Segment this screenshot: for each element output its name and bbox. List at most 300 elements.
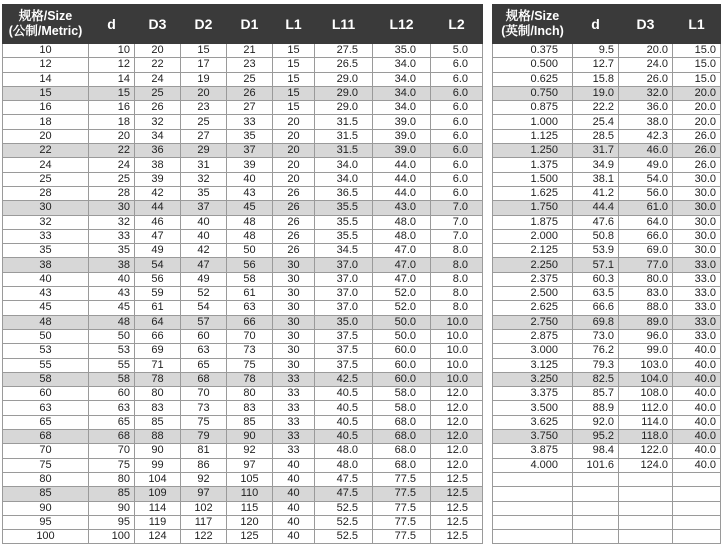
table-cell: 29.0 xyxy=(315,101,373,115)
table-cell: 20.0 xyxy=(673,86,721,100)
empty-row xyxy=(493,501,721,515)
table-cell: 25.4 xyxy=(573,115,619,129)
table-cell: 52.0 xyxy=(373,301,431,315)
table-cell: 22.2 xyxy=(573,101,619,115)
table-cell: 30 xyxy=(273,358,315,372)
table-cell: 30.0 xyxy=(673,172,721,186)
table-cell: 40 xyxy=(89,272,135,286)
table-cell: 38.0 xyxy=(619,115,673,129)
metric-size-header-line2: (公制/Metric) xyxy=(8,24,83,38)
table-cell: 68.0 xyxy=(373,430,431,444)
empty-cell xyxy=(673,501,721,515)
table-cell: 53 xyxy=(3,344,89,358)
table-cell: 12 xyxy=(3,58,89,72)
table-cell: 1.750 xyxy=(493,201,573,215)
empty-cell xyxy=(493,530,573,544)
table-cell: 33 xyxy=(273,387,315,401)
table-cell: 8.0 xyxy=(431,287,483,301)
metric-header-d1: D1 xyxy=(227,5,273,44)
table-cell: 20 xyxy=(135,44,181,58)
table-cell: 30.0 xyxy=(673,215,721,229)
table-cell: 85 xyxy=(89,487,135,501)
table-cell: 26.0 xyxy=(619,72,673,86)
table-cell: 40 xyxy=(181,229,227,243)
table-cell: 110 xyxy=(227,487,273,501)
table-cell: 40.0 xyxy=(673,387,721,401)
table-cell: 10.0 xyxy=(431,329,483,343)
table-row xyxy=(3,401,483,415)
table-cell: 15 xyxy=(273,58,315,72)
table-cell: 85 xyxy=(227,415,273,429)
table-cell: 6.0 xyxy=(431,86,483,100)
table-cell: 23 xyxy=(227,58,273,72)
table-cell: 26.0 xyxy=(673,158,721,172)
table-cell: 14 xyxy=(3,72,89,86)
table-row xyxy=(493,287,721,301)
table-row xyxy=(493,387,721,401)
table-cell: 50.0 xyxy=(373,329,431,343)
table-row xyxy=(493,86,721,100)
table-cell: 36.5 xyxy=(315,186,373,200)
table-row xyxy=(3,215,483,229)
table-cell: 58 xyxy=(227,272,273,286)
table-cell: 12.5 xyxy=(431,472,483,486)
table-cell: 60.0 xyxy=(373,372,431,386)
table-cell: 35 xyxy=(89,244,135,258)
table-cell: 30 xyxy=(273,329,315,343)
table-cell: 25 xyxy=(135,86,181,100)
table-cell: 40 xyxy=(273,472,315,486)
table-cell: 30 xyxy=(273,315,315,329)
table-cell: 122.0 xyxy=(619,444,673,458)
table-cell: 42 xyxy=(135,186,181,200)
table-cell: 117 xyxy=(181,515,227,529)
table-cell: 45 xyxy=(227,201,273,215)
table-row xyxy=(493,101,721,115)
table-cell: 50 xyxy=(227,244,273,258)
table-cell: 6.0 xyxy=(431,144,483,158)
table-row xyxy=(3,501,483,515)
table-cell: 103.0 xyxy=(619,358,673,372)
empty-row xyxy=(493,472,721,486)
table-cell: 16 xyxy=(3,101,89,115)
table-cell: 80 xyxy=(135,387,181,401)
table-cell: 33 xyxy=(89,229,135,243)
table-cell: 44.0 xyxy=(373,172,431,186)
table-row xyxy=(493,329,721,343)
table-cell: 15 xyxy=(89,86,135,100)
table-cell: 8.0 xyxy=(431,258,483,272)
table-cell: 20.0 xyxy=(673,101,721,115)
table-cell: 8.0 xyxy=(431,272,483,286)
table-row xyxy=(493,115,721,129)
table-row xyxy=(3,472,483,486)
table-cell: 98.4 xyxy=(573,444,619,458)
metric-size-table xyxy=(2,4,483,544)
table-row xyxy=(493,72,721,86)
table-row xyxy=(3,458,483,472)
table-cell: 20.0 xyxy=(619,44,673,58)
table-cell: 31.5 xyxy=(315,129,373,143)
table-cell: 1.125 xyxy=(493,129,573,143)
table-cell: 0.750 xyxy=(493,86,573,100)
table-row xyxy=(3,358,483,372)
table-cell: 0.375 xyxy=(493,44,573,58)
table-row xyxy=(493,358,721,372)
table-cell: 70 xyxy=(89,444,135,458)
table-cell: 34.0 xyxy=(373,86,431,100)
table-cell: 58 xyxy=(3,372,89,386)
table-row xyxy=(493,144,721,158)
table-cell: 56.0 xyxy=(619,186,673,200)
empty-cell xyxy=(573,530,619,544)
table-cell: 83 xyxy=(227,401,273,415)
table-cell: 35.5 xyxy=(315,215,373,229)
metric-header-l2: L2 xyxy=(431,5,483,44)
empty-cell xyxy=(493,501,573,515)
table-cell: 21 xyxy=(227,44,273,58)
table-cell: 7.0 xyxy=(431,201,483,215)
metric-header-l1: L1 xyxy=(273,5,315,44)
table-cell: 43 xyxy=(3,287,89,301)
table-cell: 30 xyxy=(273,287,315,301)
table-cell: 22 xyxy=(89,144,135,158)
table-cell: 12.5 xyxy=(431,487,483,501)
table-cell: 75 xyxy=(89,458,135,472)
table-cell: 1.000 xyxy=(493,115,573,129)
table-cell: 90 xyxy=(227,430,273,444)
table-cell: 100 xyxy=(89,530,135,544)
metric-header-d: d xyxy=(89,5,135,44)
table-cell: 90 xyxy=(135,444,181,458)
table-cell: 47 xyxy=(181,258,227,272)
table-cell: 35 xyxy=(227,129,273,143)
table-cell: 27 xyxy=(227,101,273,115)
table-cell: 78 xyxy=(135,372,181,386)
table-cell: 19.0 xyxy=(573,86,619,100)
table-cell: 60.0 xyxy=(373,358,431,372)
metric-table-body xyxy=(3,44,483,544)
table-row xyxy=(3,58,483,72)
table-cell: 58.0 xyxy=(373,387,431,401)
table-cell: 66 xyxy=(227,315,273,329)
table-cell: 50.0 xyxy=(373,315,431,329)
table-cell: 15.0 xyxy=(673,72,721,86)
table-cell: 2.250 xyxy=(493,258,573,272)
table-row xyxy=(3,115,483,129)
table-cell: 12.0 xyxy=(431,458,483,472)
table-cell: 52.5 xyxy=(315,515,373,529)
table-cell: 16 xyxy=(89,101,135,115)
table-cell: 54.0 xyxy=(619,172,673,186)
table-row xyxy=(493,258,721,272)
table-cell: 70 xyxy=(181,387,227,401)
table-cell: 25 xyxy=(227,72,273,86)
table-cell: 35 xyxy=(3,244,89,258)
table-cell: 35.0 xyxy=(315,315,373,329)
table-cell: 40 xyxy=(273,515,315,529)
table-cell: 43.0 xyxy=(373,201,431,215)
table-cell: 48 xyxy=(89,315,135,329)
table-cell: 97 xyxy=(181,487,227,501)
table-cell: 96.0 xyxy=(619,329,673,343)
table-row xyxy=(493,272,721,286)
table-cell: 40 xyxy=(273,487,315,501)
table-cell: 68 xyxy=(89,430,135,444)
table-cell: 99.0 xyxy=(619,344,673,358)
table-cell: 60 xyxy=(181,329,227,343)
table-cell: 37.5 xyxy=(315,344,373,358)
table-cell: 61 xyxy=(135,301,181,315)
table-cell: 63 xyxy=(227,301,273,315)
table-cell: 108.0 xyxy=(619,387,673,401)
table-cell: 34 xyxy=(135,129,181,143)
table-cell: 33 xyxy=(273,415,315,429)
table-cell: 34.0 xyxy=(315,172,373,186)
table-cell: 26 xyxy=(273,229,315,243)
table-cell: 119 xyxy=(135,515,181,529)
table-cell: 2.625 xyxy=(493,301,573,315)
table-cell: 35.5 xyxy=(315,201,373,215)
table-cell: 29 xyxy=(181,144,227,158)
table-row xyxy=(3,430,483,444)
table-cell: 32.0 xyxy=(619,86,673,100)
table-row xyxy=(3,244,483,258)
table-cell: 47.5 xyxy=(315,472,373,486)
table-row xyxy=(3,258,483,272)
table-cell: 15 xyxy=(273,72,315,86)
table-cell: 1.375 xyxy=(493,158,573,172)
table-cell: 79.3 xyxy=(573,358,619,372)
table-cell: 31.7 xyxy=(573,144,619,158)
table-cell: 41.2 xyxy=(573,186,619,200)
table-cell: 12.5 xyxy=(431,530,483,544)
table-cell: 46 xyxy=(135,215,181,229)
table-cell: 85.7 xyxy=(573,387,619,401)
table-cell: 42 xyxy=(181,244,227,258)
table-cell: 40.0 xyxy=(673,458,721,472)
table-cell: 25 xyxy=(181,115,227,129)
table-cell: 37 xyxy=(181,201,227,215)
table-row xyxy=(493,372,721,386)
table-cell: 6.0 xyxy=(431,115,483,129)
table-cell: 37.0 xyxy=(315,287,373,301)
table-cell: 7.0 xyxy=(431,215,483,229)
table-row xyxy=(493,301,721,315)
table-cell: 33 xyxy=(273,372,315,386)
table-cell: 6.0 xyxy=(431,58,483,72)
table-cell: 38 xyxy=(89,258,135,272)
table-cell: 40.0 xyxy=(673,415,721,429)
table-cell: 37.5 xyxy=(315,329,373,343)
table-cell: 2.000 xyxy=(493,229,573,243)
table-cell: 20 xyxy=(181,86,227,100)
table-cell: 124 xyxy=(135,530,181,544)
table-cell: 48.0 xyxy=(315,444,373,458)
inch-table-body xyxy=(493,44,721,544)
table-row xyxy=(493,430,721,444)
table-row xyxy=(493,444,721,458)
table-cell: 27 xyxy=(181,129,227,143)
table-cell: 34.9 xyxy=(573,158,619,172)
table-cell: 20 xyxy=(3,129,89,143)
table-cell: 9.5 xyxy=(573,44,619,58)
table-cell: 54 xyxy=(181,301,227,315)
table-cell: 33 xyxy=(273,444,315,458)
table-cell: 12.5 xyxy=(431,501,483,515)
table-cell: 60.0 xyxy=(373,344,431,358)
table-cell: 114.0 xyxy=(619,415,673,429)
inch-header-d: d xyxy=(573,5,619,44)
table-cell: 63 xyxy=(3,401,89,415)
table-cell: 89.0 xyxy=(619,315,673,329)
table-cell: 100 xyxy=(3,530,89,544)
table-cell: 20 xyxy=(273,144,315,158)
table-cell: 31 xyxy=(181,158,227,172)
table-cell: 2.500 xyxy=(493,287,573,301)
table-cell: 105 xyxy=(227,472,273,486)
table-row xyxy=(493,401,721,415)
table-cell: 77.0 xyxy=(619,258,673,272)
table-cell: 34.0 xyxy=(373,72,431,86)
table-cell: 2.125 xyxy=(493,244,573,258)
table-cell: 35.5 xyxy=(315,229,373,243)
table-cell: 26 xyxy=(273,201,315,215)
table-cell: 20 xyxy=(273,172,315,186)
table-cell: 104.0 xyxy=(619,372,673,386)
table-cell: 32 xyxy=(135,115,181,129)
table-cell: 30 xyxy=(273,301,315,315)
table-cell: 39.0 xyxy=(373,115,431,129)
table-cell: 33 xyxy=(3,229,89,243)
table-cell: 30 xyxy=(273,258,315,272)
table-cell: 27.5 xyxy=(315,44,373,58)
table-cell: 92.0 xyxy=(573,415,619,429)
table-cell: 88.0 xyxy=(619,301,673,315)
table-row xyxy=(493,215,721,229)
table-cell: 42.3 xyxy=(619,129,673,143)
table-cell: 40 xyxy=(227,172,273,186)
table-cell: 68 xyxy=(3,430,89,444)
table-cell: 15 xyxy=(273,44,315,58)
empty-cell xyxy=(573,472,619,486)
table-cell: 60 xyxy=(89,387,135,401)
empty-cell xyxy=(619,530,673,544)
table-cell: 33 xyxy=(273,430,315,444)
table-row xyxy=(3,530,483,544)
table-cell: 34.0 xyxy=(315,158,373,172)
table-cell: 73.0 xyxy=(573,329,619,343)
empty-cell xyxy=(619,472,673,486)
table-cell: 39.0 xyxy=(373,129,431,143)
table-cell: 92 xyxy=(227,444,273,458)
metric-size-header-line1: 规格/Size xyxy=(18,9,73,23)
empty-cell xyxy=(619,501,673,515)
table-cell: 20.0 xyxy=(673,115,721,129)
empty-cell xyxy=(673,530,721,544)
table-cell: 64 xyxy=(135,315,181,329)
table-row xyxy=(3,201,483,215)
table-cell: 68.0 xyxy=(373,458,431,472)
table-cell: 45 xyxy=(3,301,89,315)
table-cell: 48 xyxy=(227,215,273,229)
empty-row xyxy=(493,487,721,501)
table-cell: 112.0 xyxy=(619,401,673,415)
table-cell: 40.5 xyxy=(315,387,373,401)
table-cell: 22 xyxy=(3,144,89,158)
table-cell: 61 xyxy=(227,287,273,301)
table-cell: 12.0 xyxy=(431,387,483,401)
table-cell: 47.5 xyxy=(315,487,373,501)
table-cell: 24 xyxy=(135,72,181,86)
table-cell: 95 xyxy=(89,515,135,529)
table-cell: 3.625 xyxy=(493,415,573,429)
table-cell: 33.0 xyxy=(673,315,721,329)
table-cell: 10.0 xyxy=(431,358,483,372)
table-cell: 26.0 xyxy=(673,144,721,158)
empty-row xyxy=(493,515,721,529)
table-cell: 50.8 xyxy=(573,229,619,243)
table-cell: 77.5 xyxy=(373,501,431,515)
table-cell: 85 xyxy=(3,487,89,501)
table-cell: 66.6 xyxy=(573,301,619,315)
table-cell: 32 xyxy=(89,215,135,229)
table-cell: 30.0 xyxy=(673,201,721,215)
table-cell: 32 xyxy=(181,172,227,186)
table-cell: 39 xyxy=(227,158,273,172)
table-cell: 30 xyxy=(273,272,315,286)
table-cell: 47 xyxy=(135,229,181,243)
table-cell: 30.0 xyxy=(673,229,721,243)
table-cell: 26 xyxy=(135,101,181,115)
table-cell: 36 xyxy=(135,144,181,158)
table-cell: 12 xyxy=(89,58,135,72)
table-row xyxy=(493,415,721,429)
table-cell: 25 xyxy=(3,172,89,186)
table-row xyxy=(3,72,483,86)
table-cell: 48 xyxy=(3,315,89,329)
table-cell: 18 xyxy=(89,115,135,129)
table-cell: 10 xyxy=(89,44,135,58)
table-cell: 68.0 xyxy=(373,444,431,458)
table-row xyxy=(3,144,483,158)
empty-cell xyxy=(493,515,573,529)
table-cell: 88.9 xyxy=(573,401,619,415)
table-cell: 38 xyxy=(135,158,181,172)
table-row xyxy=(3,129,483,143)
table-cell: 73 xyxy=(227,344,273,358)
metric-header-l12: L12 xyxy=(373,5,431,44)
table-cell: 17 xyxy=(181,58,227,72)
table-row xyxy=(493,129,721,143)
table-row xyxy=(3,86,483,100)
table-cell: 12.7 xyxy=(573,58,619,72)
table-cell: 56 xyxy=(135,272,181,286)
table-cell: 64.0 xyxy=(619,215,673,229)
table-cell: 3.250 xyxy=(493,372,573,386)
table-cell: 6.0 xyxy=(431,186,483,200)
table-row xyxy=(3,287,483,301)
table-cell: 125 xyxy=(227,530,273,544)
table-cell: 33.0 xyxy=(673,272,721,286)
table-cell: 4.000 xyxy=(493,458,573,472)
table-row xyxy=(493,244,721,258)
table-row xyxy=(3,344,483,358)
table-cell: 68.0 xyxy=(373,415,431,429)
table-cell: 30 xyxy=(89,201,135,215)
table-cell: 61.0 xyxy=(619,201,673,215)
inch-size-header-line1: 规格/Size xyxy=(505,9,560,23)
